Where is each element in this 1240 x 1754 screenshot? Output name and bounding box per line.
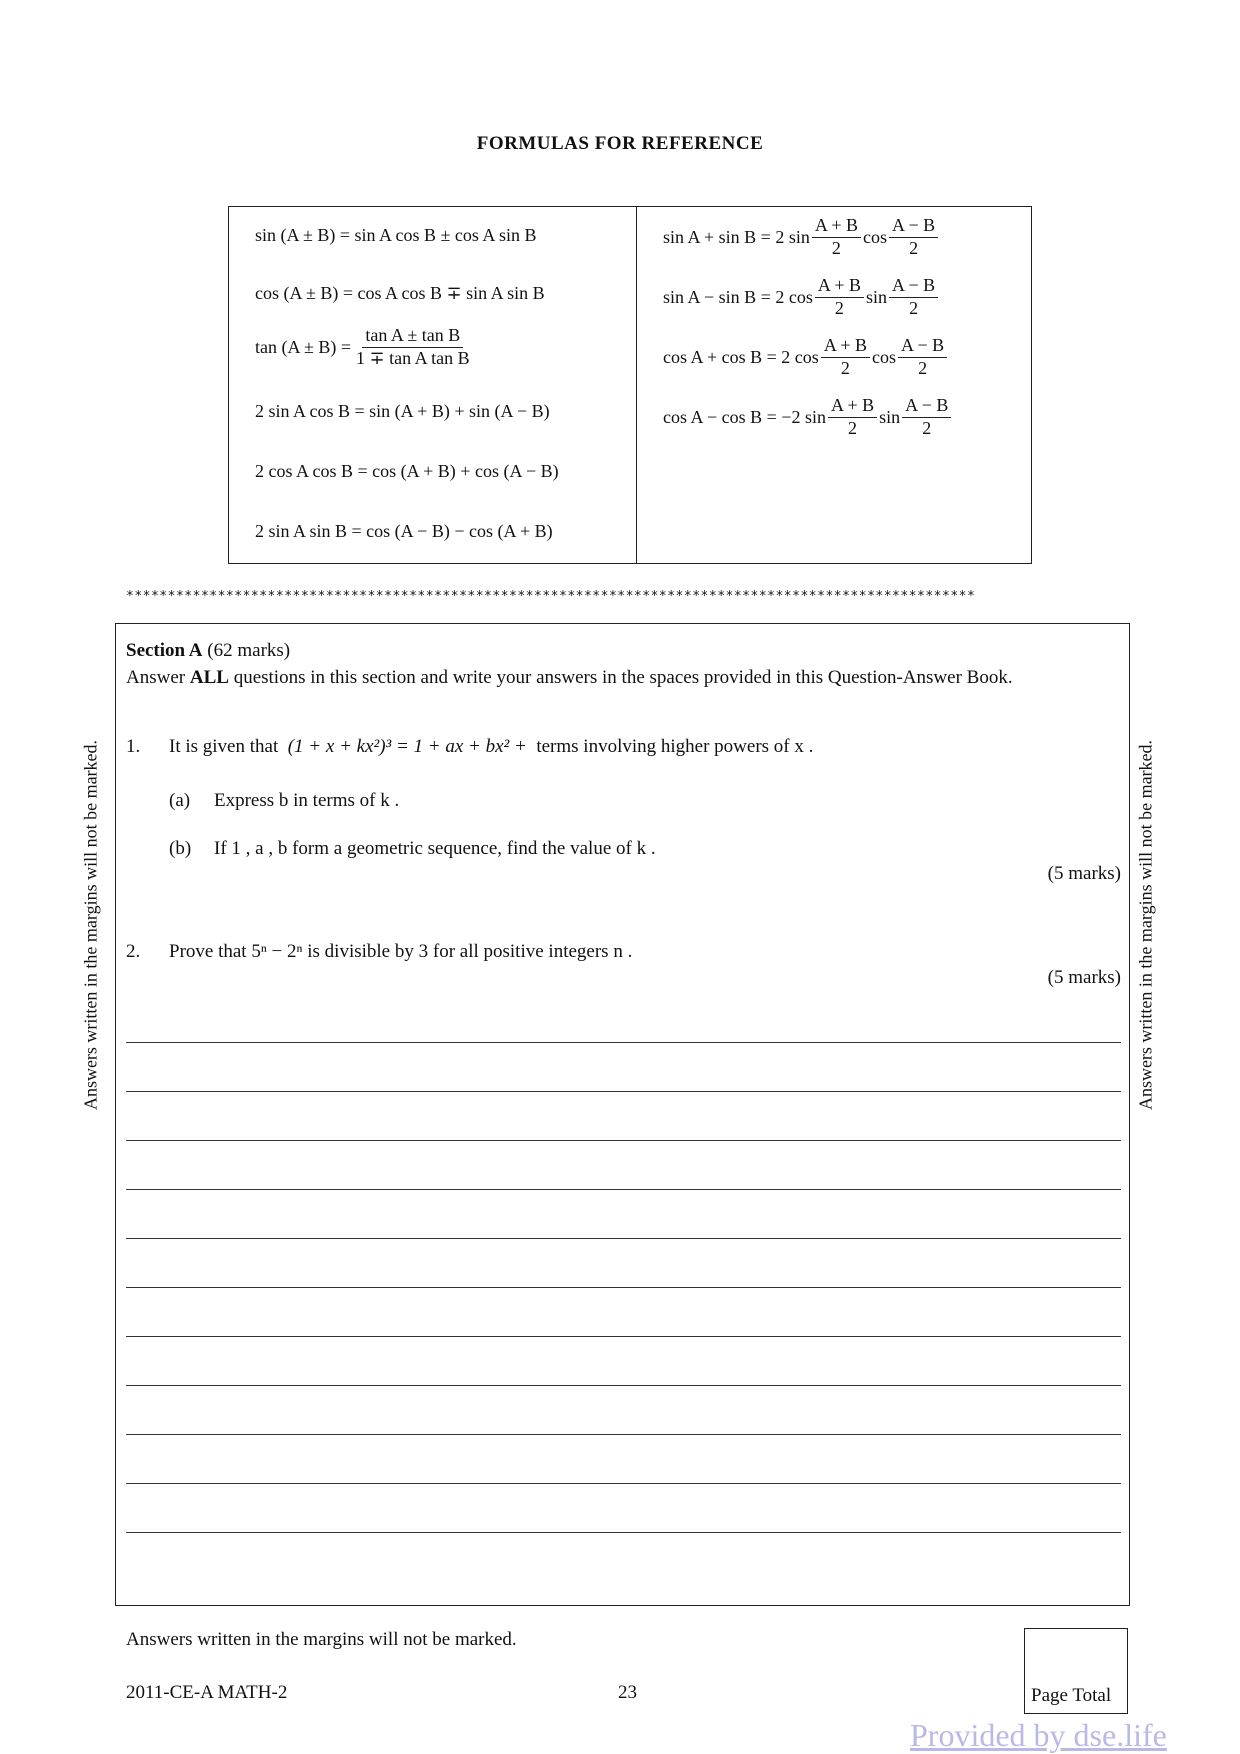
fraction-numerator: A + B [821, 335, 870, 358]
question-1b-text: If 1 , a , b form a geometric sequence, find the value of k . [214, 838, 656, 859]
half-diff-fraction [889, 275, 938, 319]
question-1a-label: (a) [169, 790, 191, 811]
right-margin-note: Answers written in the margins will not be marked. [1135, 739, 1156, 1111]
section-instruction [126, 667, 1013, 689]
fraction-denominator: 2 [848, 417, 858, 438]
answer-line[interactable] [126, 1336, 1121, 1337]
question-2-marks: (5 marks) [1047, 967, 1121, 988]
page-number: 23 [618, 1682, 637, 1703]
section-a-answer-box [115, 623, 1130, 1606]
fraction-denominator: 2 [909, 237, 919, 258]
answer-line[interactable] [126, 1532, 1121, 1533]
formula-2sinAsinB: 2 sin A sin B = cos (A − B) − cos (A + B) [255, 521, 553, 541]
sum-to-product-lhs: sin A + sin B = 2 sin [663, 226, 810, 247]
sum-to-product-lhs: sin A − sin B = 2 cos [663, 286, 813, 307]
fraction-numerator: A − B [898, 335, 947, 358]
paper-code: 2011-CE-A MATH-2 [126, 1682, 288, 1703]
fraction-denominator: 2 [831, 237, 841, 258]
tan-sum-numerator: tan A ± tan B [362, 325, 463, 348]
question-1-tail: terms involving higher powers of x . [536, 736, 814, 757]
section-heading-bold: Section A [126, 640, 203, 661]
trig-function: cos [871, 346, 896, 367]
answer-line[interactable] [126, 1287, 1121, 1288]
formula-reference-box [228, 206, 1032, 564]
half-sum-fraction [812, 215, 861, 259]
page-total-label: Page Total [1031, 1685, 1112, 1706]
half-sum-fraction [828, 395, 877, 439]
instruction-bold: ALL [189, 667, 229, 688]
answer-line[interactable] [126, 1434, 1121, 1435]
answer-line[interactable] [126, 1483, 1121, 1484]
page-total-box[interactable] [1024, 1628, 1128, 1714]
question-1b-label: (b) [169, 838, 192, 859]
half-diff-fraction [898, 335, 947, 379]
fraction-denominator: 2 [922, 417, 932, 438]
answer-line[interactable] [126, 1091, 1121, 1092]
question-1-intro: It is given that [169, 736, 279, 757]
instruction-pre: Answer [126, 667, 186, 688]
half-diff-fraction [889, 215, 938, 259]
question-2-number: 2. [126, 941, 141, 962]
section-heading [126, 640, 290, 662]
question-1-text [169, 736, 813, 758]
question-1-number: 1. [126, 736, 141, 757]
trig-function: cos [863, 226, 888, 247]
fraction-denominator: 2 [909, 297, 919, 318]
question-1-marks: (5 marks) [1047, 863, 1121, 884]
fraction-numerator: A + B [812, 215, 861, 238]
fraction-numerator: A − B [902, 395, 951, 418]
formula-2sinAcosB: 2 sin A cos B = sin (A + B) + sin (A − B) [255, 401, 550, 421]
answer-line[interactable] [126, 1189, 1121, 1190]
fraction-numerator: A − B [889, 275, 938, 298]
watermark-link[interactable]: Provided by dse.life [910, 1717, 1167, 1753]
fraction-denominator: 2 [918, 357, 928, 378]
formula-box-divider [636, 207, 637, 563]
formulas-title: FORMULAS FOR REFERENCE [476, 133, 764, 154]
formula-cosA-plus-cosB [663, 335, 949, 379]
fraction-numerator: A + B [815, 275, 864, 298]
question-1-expression: (1 + x + kx²)³ = 1 + ax + bx² + [287, 736, 527, 757]
formula-sinA-plus-sinB [663, 215, 940, 259]
fraction-numerator: A + B [828, 395, 877, 418]
formula-tan-sum [255, 325, 475, 369]
tan-sum-lhs: tan (A ± B) = [255, 336, 352, 357]
tan-sum-fraction [353, 325, 473, 369]
formula-2cosAcosB: 2 cos A cos B = cos (A + B) + cos (A − B) [255, 461, 559, 481]
separator-stars: ****************************************************************************************************** [126, 589, 976, 604]
answer-line[interactable] [126, 1140, 1121, 1141]
answer-line[interactable] [126, 1238, 1121, 1239]
half-sum-fraction [821, 335, 870, 379]
sum-to-product-lhs: cos A + cos B = 2 cos [663, 346, 819, 367]
fraction-denominator: 2 [834, 297, 844, 318]
fraction-numerator: A − B [889, 215, 938, 238]
question-2-text: Prove that 5ⁿ − 2ⁿ is divisible by 3 for all positive integers n . [169, 941, 633, 962]
half-sum-fraction [815, 275, 864, 319]
formula-sinA-minus-sinB [663, 275, 940, 319]
sum-to-product-lhs: cos A − cos B = −2 sin [663, 406, 826, 427]
formula-cosA-minus-cosB [663, 395, 953, 439]
formula-cos-sum: cos (A ± B) = cos A cos B ∓ sin A sin B [255, 283, 545, 303]
left-margin-note: Answers written in the margins will not be marked. [80, 739, 101, 1111]
trig-function: sin [866, 286, 888, 307]
answer-line[interactable] [126, 1385, 1121, 1386]
fraction-denominator: 2 [840, 357, 850, 378]
half-diff-fraction [902, 395, 951, 439]
formula-sin-sum: sin (A ± B) = sin A cos B ± cos A sin B [255, 225, 537, 245]
answer-line[interactable] [126, 1042, 1121, 1043]
question-1a-text: Express b in terms of k . [214, 790, 400, 811]
instruction-post: questions in this section and write your answers in the spaces provided in this Question-Answer Book. [233, 667, 1013, 688]
section-heading-marks: (62 marks) [207, 640, 291, 661]
footer-margin-note: Answers written in the margins will not be marked. [126, 1629, 517, 1650]
trig-function: sin [879, 406, 901, 427]
tan-sum-denominator: 1 ∓ tan A tan B [356, 347, 470, 368]
